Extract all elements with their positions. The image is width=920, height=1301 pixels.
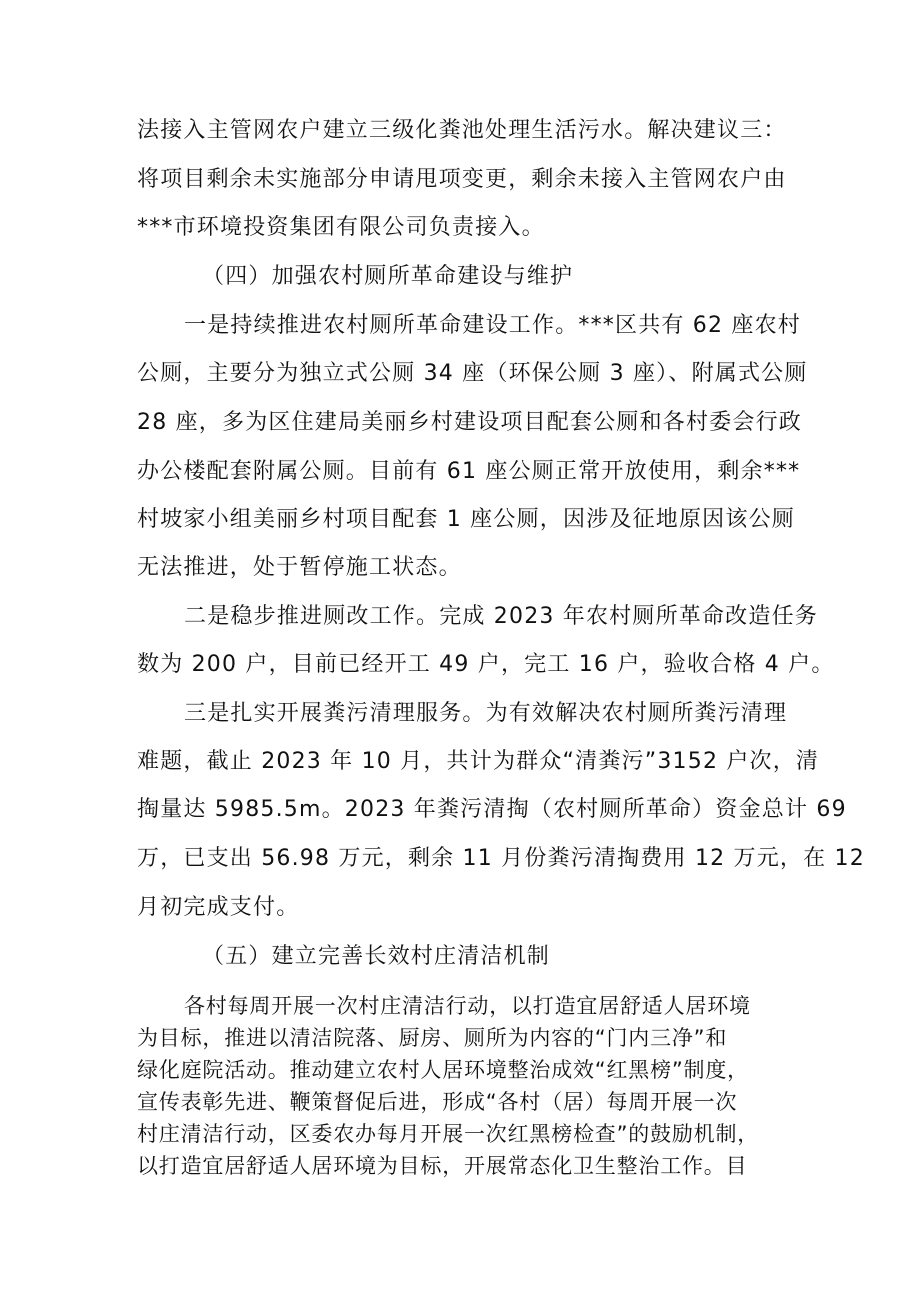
text-line: 28 座，多为区住建局美丽乡村建设项目配套公厕和各村委会行政: [137, 410, 802, 435]
text-line: 为目标，推进以清洁院落、厨房、厕所为内容的“门内三净”和: [137, 1026, 728, 1050]
text-line: 宣传表彰先进、鞭策督促后进，形成“各村（居）每周开展一次: [137, 1090, 738, 1114]
text-line: 数为 200 户，目前已经开工 49 户，完工 16 户，验收合格 4 户。: [137, 652, 835, 677]
text-line: 万，已支出 56.98 万元，剩余 11 月份粪污清掏费用 12 万元，在 12: [137, 846, 865, 871]
text-line: 三是扎实开展粪污清理服务。为有效解决农村厕所粪污清理: [184, 701, 788, 726]
text-line: 以打造宜居舒适人居环境为目标，开展常态化卫生整治工作。目: [137, 1154, 748, 1178]
text-line: 绿化庭院活动。推动建立农村人居环境整治成效“红黑榜”制度，: [137, 1058, 749, 1082]
section-heading: （四）加强农村厕所革命建设与维护: [202, 264, 574, 289]
text-line: 掏量达 5985.5m。2023 年粪污清掏（农村厕所革命）资金总计 69: [137, 797, 847, 822]
text-line: 办公楼配套附属公厕。目前有 61 座公厕正常开放使用，剩余***: [137, 459, 801, 484]
text-line: ***市环境投资集团有限公司负责接入。: [137, 215, 545, 240]
text-line: 二是稳步推进厕改工作。完成 2023 年农村厕所革命改造任务: [184, 604, 818, 629]
text-line: 各村每周开展一次村庄清洁行动，以打造宜居舒适人居环境: [184, 994, 751, 1018]
text-line: 难题，截止 2023 年 10 月，共计为群众“清粪污”3152 户次，清: [137, 749, 820, 774]
text-line: 一是持续推进农村厕所革命建设工作。***区共有 62 座农村: [184, 313, 801, 338]
text-line: 村坡家小组美丽乡村项目配套 1 座公厕，因涉及征地原因该公厕: [137, 507, 795, 532]
text-line: 月初完成支付。: [137, 895, 300, 920]
text-line: 公厕，主要分为独立式公厕 34 座（环保公厕 3 座）、附属式公厕: [137, 361, 808, 386]
text-line: 无法推进，处于暂停施工状态。: [137, 555, 462, 580]
section-heading: （五）建立完善长效村庄清洁机制: [202, 944, 551, 969]
text-line: 村庄清洁行动，区委农办每月开展一次红黑榜检查”的鼓励机制，: [137, 1122, 760, 1146]
text-line: 将项目剩余未实施部分申请甩项变更，剩余未接入主管网农户由: [137, 167, 787, 192]
text-line: 法接入主管网农户建立三级化粪池处理生活污水。解决建议三：: [137, 118, 787, 143]
